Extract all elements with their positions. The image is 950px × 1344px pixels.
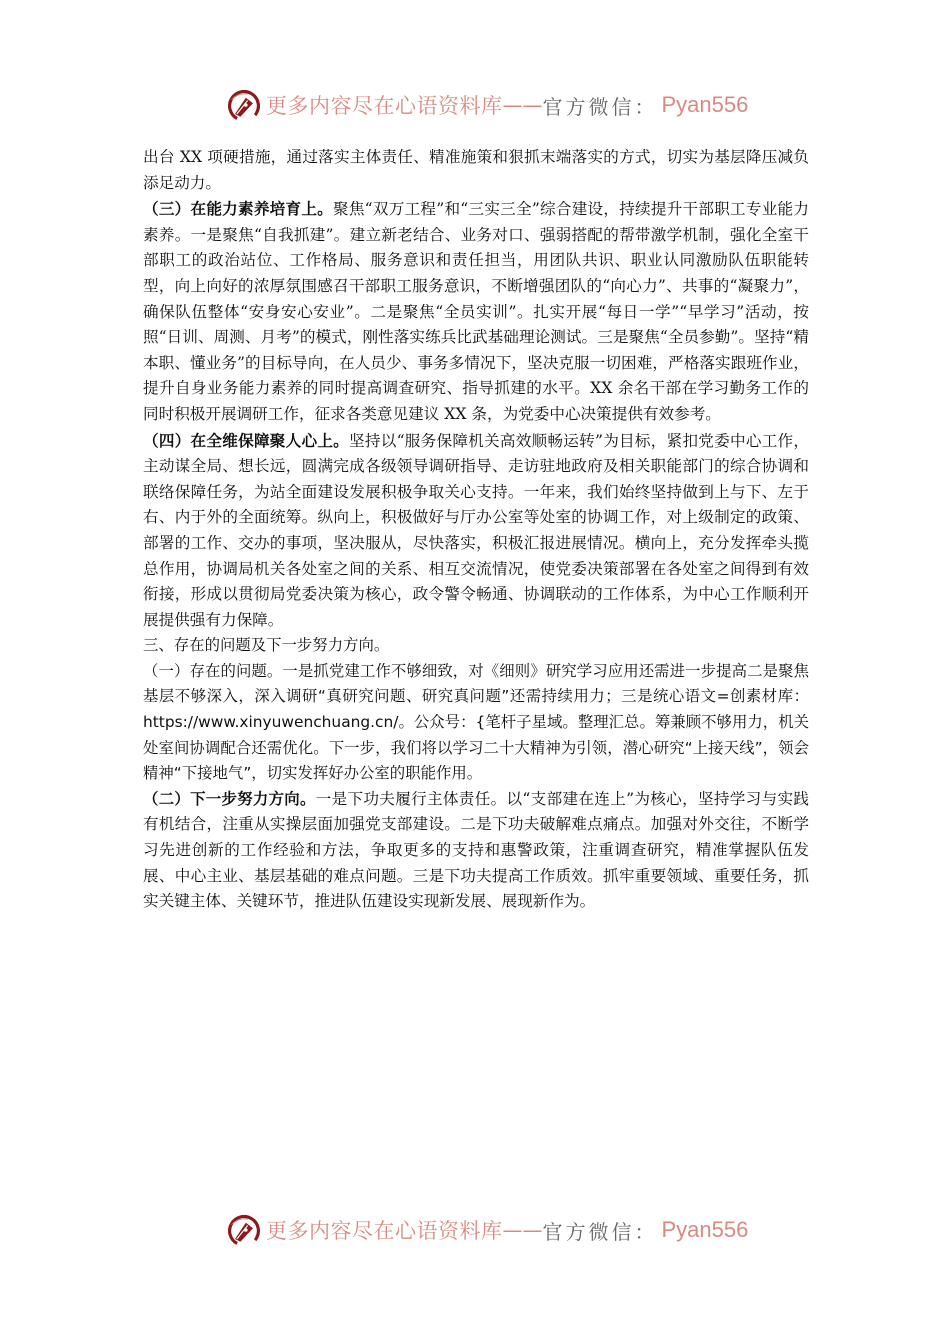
footer-banner bbox=[226, 1210, 749, 1250]
brand-text: 更多内容尽在心语资料库 bbox=[266, 1219, 503, 1243]
section-capability bbox=[143, 196, 809, 427]
section-support bbox=[143, 428, 809, 634]
wechat-id: Pyan556 bbox=[661, 92, 749, 117]
section-body: 一是抓党建工作不够细致，对《细则》研究学习应用还需进一步提高二是聚焦基层不够深入，深入调研“真研究问题、研究真问题”还需持续用力；三是统心语文=创素材库：https://www.xinyuwenchuang.cn/。公众号：{笔杆子星域。整理汇总。筹兼顾不够用力，机关处室间协调配合还需优化。下一步，我们将以学习二十大精神为引领，潜心研究“上接天线”，领会精神“下接地气”，切实发挥好办公室的职能作用。 bbox=[143, 661, 809, 783]
document-body bbox=[143, 145, 809, 915]
section-body: 一是下功夫履行主体责任。以“支部建在连上”为核心，坚持学习与实践有机结合，注重从实操层面加强党支部建设。二是下功夫破解难点痛点。加强对外交往，不断学习先进创新的工作经验和方法，争取更多的支持和惠警政策，注重调查研究，精准掌握队伍发展、中心主业、基层基础的难点问题。三是下功夫提高工作质效。抓牢重要领域、重要任务，抓实关键主体、关键环节，推进队伍建设实现新发展、展现新作为。 bbox=[143, 789, 809, 911]
paragraph-continuation: 出台 XX 项硬措施，通过落实主体责任、精准施策和狠抓末端落实的方式，切实为基层降压减负添足动力。 bbox=[143, 148, 809, 192]
section-heading: （二）下一步努力方向。 bbox=[143, 789, 316, 808]
wechat-id: Pyan556 bbox=[661, 1217, 749, 1242]
section-heading: （三）在能力素养培育上。 bbox=[143, 199, 334, 219]
section-body: 坚持以“服务保障机关高效顺畅运转”为目标，紧扣党委中心工作，主动谋全局、想长远，圆满完成各级领导调研指导、走访驻地政府及相关职能部门的综合协调和联络保障任务，为站全面建设发展积极争取关心支持。一年来，我们始终坚持做到上与下、左于右、内于外的全面统筹。纵向上，积极做好与厅办公室等处室的协调工作，对上级制定的政策、部署的工作、交办的事项，坚决服从，尽快落实，积极汇报进展情况。横向上，充分发挥牵头揽总作用，协调局机关各处室之间的关系、相互交流情况，使党委决策部署在各处室之间得到有效衔接，形成以贯彻局党委决策为核心，政令警令畅通、协调联动的工作体系，为中心工作顺利开展提供强有力保障。 bbox=[143, 431, 809, 629]
brand-text: 更多内容尽在心语资料库 bbox=[266, 94, 503, 118]
wechat-label: 官方微信： bbox=[542, 94, 658, 119]
wechat-label: 官方微信： bbox=[542, 1219, 658, 1244]
section-next-steps bbox=[143, 787, 809, 915]
pen-nib-logo-icon bbox=[226, 87, 262, 123]
banner-dash: —— bbox=[502, 1218, 543, 1242]
header-banner bbox=[226, 85, 749, 125]
chapter-heading: 三、存在的问题及下一步努力方向。 bbox=[143, 636, 390, 655]
pen-nib-logo-icon bbox=[226, 1212, 262, 1248]
section-body: 聚焦“双万工程”和“三实三全”综合建设，持续提升干部职工专业能力素养。一是聚焦“自我抓建”。建立新老结合、业务对口、强弱搭配的帮带激学机制，强化全室干部职工的政治站位、工作格局、服务意识和责任担当，用团队共识、职业认同激励队伍职能转型，向上向好的浓厚氛围感召干部职工服务意识，不断增强团队的“向心力”、共事的“凝聚力”，确保队伍整体“安身安心安业”。二是聚焦“全员实训”。扎实开展“每日一学”“早学习”活动，按照“日训、周测、月考”的模式，刚性落实练兵比武基础理论测试。三是聚焦“全员参勤”。坚持“精本职、懂业务”的目标导向，在人员少、事务多情况下，坚决克服一切困难，严格落实跟班作业，提升自身业务能力素养的同时提高调查研究、指导抓建的水平。XX 余名干部在学习勤务工作的同时积极开展调研工作，征求各类意见建议 XX 条，为党委中心决策提供有效参考。 bbox=[143, 200, 809, 423]
section-issues bbox=[143, 659, 809, 787]
banner-dash: —— bbox=[502, 93, 543, 117]
section-heading: （四）在全维保障聚人心上。 bbox=[143, 430, 350, 450]
section-heading: （一）存在的问题。 bbox=[143, 661, 283, 680]
